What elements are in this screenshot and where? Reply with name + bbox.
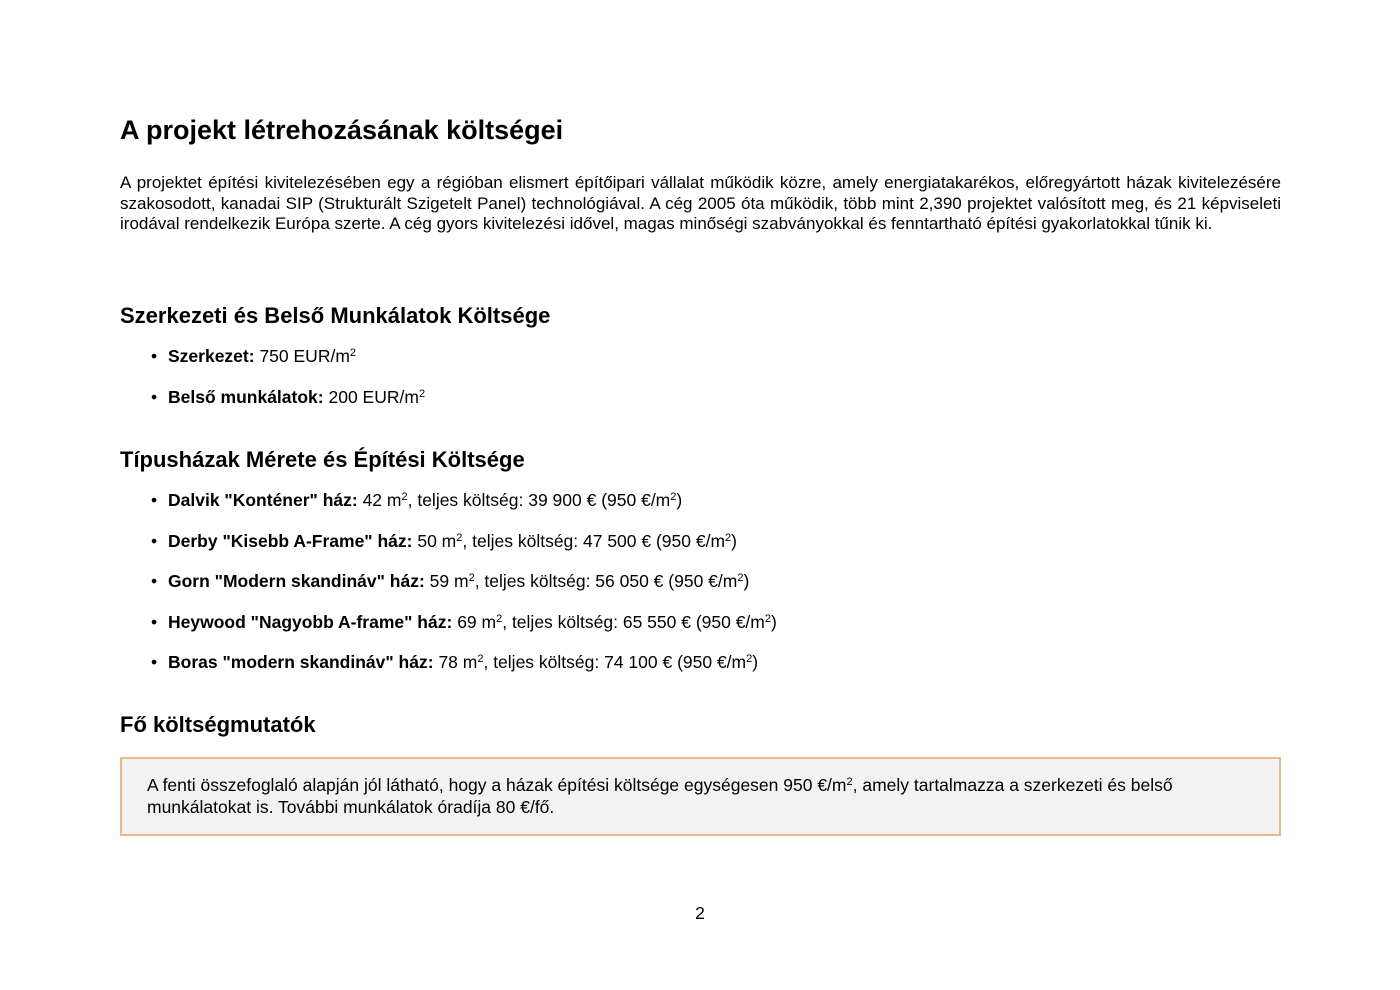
- summary-text: [147, 774, 1262, 818]
- closing-paren: ): [743, 571, 750, 592]
- list-item: [120, 570, 777, 592]
- superscript: 2: [477, 653, 484, 666]
- list-item: [120, 345, 425, 367]
- item-label: Belső munkálatok:: [168, 386, 324, 407]
- house-area: 69 m: [457, 611, 497, 632]
- summary-text-part: , amely tartalmazza a szerkezeti és belső munkálatokat is. További munkálatok óradíja 80 €/fő.: [147, 775, 1173, 817]
- house-cost: , teljes költség: 47 500 € (950 €/m: [462, 530, 726, 551]
- superscript: 2: [496, 612, 503, 625]
- house-name: Boras "modern skandináv" ház:: [168, 652, 434, 673]
- closing-paren: ): [752, 652, 759, 673]
- page-title: A projekt létrehozásának költségei: [120, 115, 564, 145]
- superscript: 2: [764, 612, 771, 625]
- superscript: 2: [418, 387, 426, 400]
- superscript: 2: [746, 653, 753, 666]
- item-value: 750 EUR/m: [259, 346, 350, 366]
- house-area: 59 m: [429, 571, 469, 592]
- item-label: Szerkezet:: [168, 346, 255, 366]
- closing-paren: ): [731, 530, 737, 551]
- key-indicators-heading: Fő költségmutatók: [120, 712, 316, 737]
- bullet-glyph: •: [151, 346, 158, 366]
- house-name: Dalvik "Konténer" ház:: [168, 490, 358, 510]
- summary-text-part: A fenti összefoglaló alapján jól látható, hogy a házak építési költsége egységesen 950 €/m: [147, 775, 847, 795]
- structure-costs-list: [120, 345, 425, 426]
- superscript: 2: [401, 490, 408, 503]
- intro-paragraph: A projektet építési kivitelezésében egy a régióban elismert építőipari vállalat működik közre, amely energiatakarékos, előregyártott házak kivitelezésére szakosodott, kanadai SIP (Strukturált Szigetelt Panel) technológiával. A cég 2005 óta működik, több mint 2,390 projektet valósított meg, és 21 képviseleti irodával rendelkezik Európa szerte. A cég gyors kivitelezési idővel, magas minőségi szabványokkal és fenntartható építési gyakorlatokkal tűnik ki.: [120, 173, 1281, 233]
- house-name: Gorn "Modern skandináv" ház:: [168, 571, 425, 592]
- bullet-glyph: •: [151, 386, 158, 407]
- superscript: 2: [846, 775, 853, 788]
- bullet-glyph: •: [151, 530, 158, 551]
- house-cost: , teljes költség: 74 100 € (950 €/m: [483, 652, 747, 673]
- item-value: 200 EUR/m: [328, 386, 419, 407]
- page-number: 2: [695, 903, 705, 923]
- house-types-list: [120, 489, 777, 692]
- superscript: 2: [737, 572, 744, 585]
- house-area: 50 m: [417, 530, 457, 551]
- house-name: Heywood "Nagyobb A-frame" ház:: [168, 611, 453, 632]
- list-item: [120, 386, 425, 408]
- bullet-glyph: •: [151, 652, 158, 673]
- house-area: 78 m: [438, 652, 478, 673]
- house-area: 42 m: [362, 490, 402, 510]
- superscript: 2: [468, 572, 475, 585]
- summary-box: [120, 757, 1281, 836]
- house-cost: , teljes költség: 39 900 € (950 €/m: [407, 490, 671, 510]
- bullet-glyph: •: [151, 571, 158, 592]
- list-item: [120, 489, 777, 511]
- list-item: [120, 651, 777, 673]
- list-item: [120, 530, 777, 552]
- list-item: [120, 611, 777, 633]
- house-name: Derby "Kisebb A-Frame" ház:: [168, 530, 413, 551]
- superscript: 2: [456, 531, 463, 544]
- closing-paren: ): [771, 611, 777, 632]
- bullet-glyph: •: [151, 611, 158, 632]
- bullet-glyph: •: [151, 490, 158, 510]
- house-cost: , teljes költség: 65 550 € (950 €/m: [502, 611, 765, 632]
- structure-costs-heading: Szerkezeti és Belső Munkálatok Költsége: [120, 303, 551, 328]
- superscript: 2: [725, 531, 732, 544]
- superscript: 2: [349, 346, 357, 359]
- house-cost: , teljes költség: 56 050 € (950 €/m: [474, 571, 738, 592]
- superscript: 2: [670, 490, 677, 503]
- closing-paren: ): [676, 490, 683, 510]
- house-types-heading: Típusházak Mérete és Építési Költsége: [120, 447, 525, 472]
